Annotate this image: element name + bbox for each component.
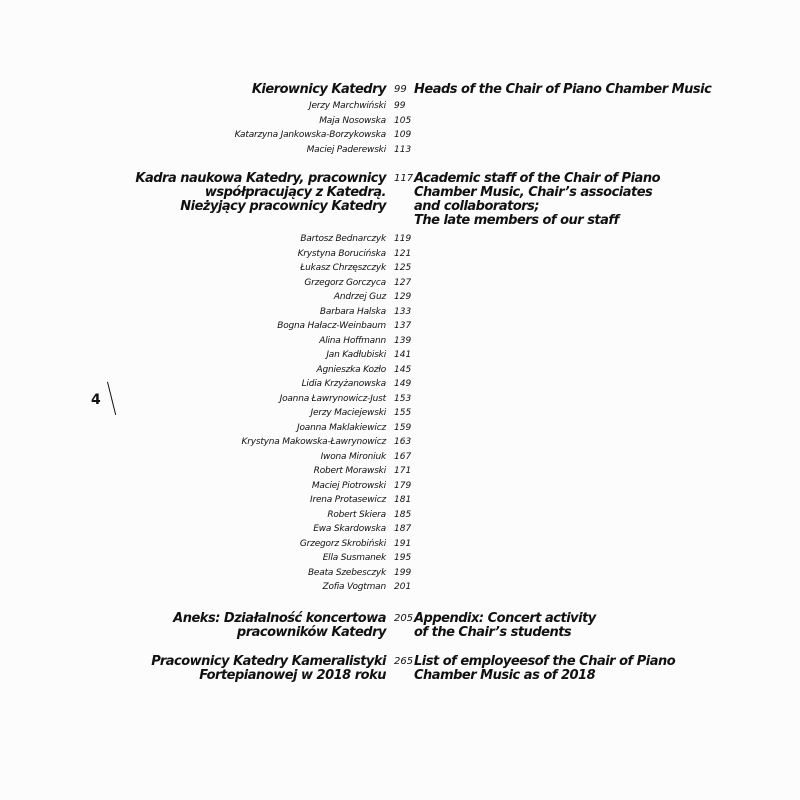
- toc-entry-name: Katarzyna Jankowska-Borzykowska: [234, 130, 386, 140]
- toc-entry-page: 129: [394, 292, 412, 302]
- toc-entry-page: 149: [394, 379, 412, 389]
- section-title-pl: Pracownicy Katedry Kameralistyki Fortepianowej w 2018 roku: [151, 654, 386, 683]
- toc-entry-page: 181: [394, 495, 412, 505]
- toc-entry-page: 167: [394, 452, 412, 462]
- toc-entry-name: Jan Kadłubiski: [326, 350, 386, 360]
- toc-entry-name: Łukasz Chrzęszczyk: [300, 263, 386, 273]
- toc-entry-name: Jerzy Maciejewski: [310, 408, 386, 418]
- toc-entry-name: Krystyna Borucińska: [297, 249, 386, 259]
- toc-entry-page: 139: [394, 336, 412, 346]
- section-page: 99: [394, 84, 407, 95]
- toc-entry-name: Bartosz Bednarczyk: [300, 234, 386, 244]
- toc-entry-name: Joanna Ławrynowicz-Just: [279, 394, 386, 404]
- toc-entry-page: 113: [394, 145, 412, 155]
- toc-entry-name: Grzegorz Skrobiński: [299, 539, 386, 549]
- toc-entry-page: 127: [394, 278, 412, 288]
- toc-entry-page: 201: [394, 582, 412, 592]
- section-title-en: List of employeesof the Chair of Piano Chamber Music as of 2018: [414, 654, 676, 683]
- toc-entry-page: 155: [394, 408, 412, 418]
- toc-entry-page: 153: [394, 394, 412, 404]
- toc-entry-name: Irena Protasewicz: [309, 495, 386, 505]
- toc-entry-name: Joanna Maklakiewicz: [297, 423, 386, 433]
- toc-entry-page: 99: [394, 101, 406, 111]
- toc-entry-page: 179: [394, 481, 412, 491]
- section-title-pl: Kierownicy Katedry: [251, 82, 386, 97]
- toc-entry-name: Grzegorz Gorczyca: [304, 278, 386, 288]
- toc-entry-page: 141: [394, 350, 412, 360]
- toc-entry-page: 133: [394, 307, 412, 317]
- toc-entry-page: 145: [394, 365, 412, 375]
- toc-entry-page: 121: [394, 249, 412, 259]
- toc-entry-name: Ella Susmanek: [322, 553, 386, 563]
- toc-entry-name: Beata Szebesczyk: [307, 568, 386, 578]
- toc-entry-name: Zofia Vogtman: [322, 582, 386, 592]
- toc-entry-name: Agnieszka Kozło: [316, 365, 386, 375]
- toc-entry-page: 199: [394, 568, 412, 578]
- section-page: 117: [394, 173, 414, 184]
- folio-divider: [107, 382, 116, 415]
- toc-entry-name: Maciej Piotrowski: [311, 481, 386, 491]
- section-title-en: Academic staff of the Chair of Piano Chamber Music, Chair’s associates and collaborators; The late members of our staff: [414, 171, 660, 228]
- toc-entry-page: 191: [394, 539, 412, 549]
- toc-entry-page: 185: [394, 510, 412, 520]
- section-title-pl: Aneks: Działalność koncertowa pracowników Katedry: [173, 611, 386, 640]
- toc-entry-name: Robert Skiera: [327, 510, 386, 520]
- toc-entry-page: 163: [394, 437, 412, 447]
- toc-entry-name: Andrzej Guz: [333, 292, 386, 302]
- toc-entry-page: 195: [394, 553, 412, 563]
- section-page: 205: [394, 613, 414, 624]
- toc-entry-page: 119: [394, 234, 412, 244]
- toc-entry-page: 187: [394, 524, 412, 534]
- toc-entry-page: 137: [394, 321, 412, 331]
- toc-entry-name: Maja Nosowska: [319, 116, 386, 126]
- section-title-en: Heads of the Chair of Piano Chamber Music: [414, 82, 712, 97]
- section-page: 265: [394, 656, 414, 667]
- toc-entry-name: Ewa Skardowska: [313, 524, 386, 534]
- toc-entry-page: 125: [394, 263, 412, 273]
- toc-entry-name: Jerzy Marchwiński: [308, 101, 386, 111]
- section-title-en: Appendix: Concert activity of the Chair’s students: [414, 611, 596, 640]
- toc-entry-page: 171: [394, 466, 412, 476]
- toc-entry-name: Krystyna Makowska-Ławrynowicz: [241, 437, 386, 447]
- page-number: 4: [91, 392, 101, 408]
- toc-entry-name: Alina Hoffmann: [319, 336, 386, 346]
- toc-entry-name: Iwona Mironiuk: [320, 452, 386, 462]
- toc-entry-page: 109: [394, 130, 412, 140]
- toc-entry-name: Bogna Hałacz-Weinbaum: [277, 321, 386, 331]
- toc-entry-name: Lidia Krzyżanowska: [301, 379, 386, 389]
- toc-entry-page: 105: [394, 116, 412, 126]
- toc-entry-page: 159: [394, 423, 412, 433]
- toc-entry-name: Robert Morawski: [313, 466, 386, 476]
- toc-entry-name: Maciej Paderewski: [306, 145, 386, 155]
- section-title-pl: Kadra naukowa Katedry, pracownicy współpracujący z Katedrą. Nieżyjący pracownicy Katedry: [135, 171, 386, 214]
- toc-entry-name: Barbara Halska: [319, 307, 386, 317]
